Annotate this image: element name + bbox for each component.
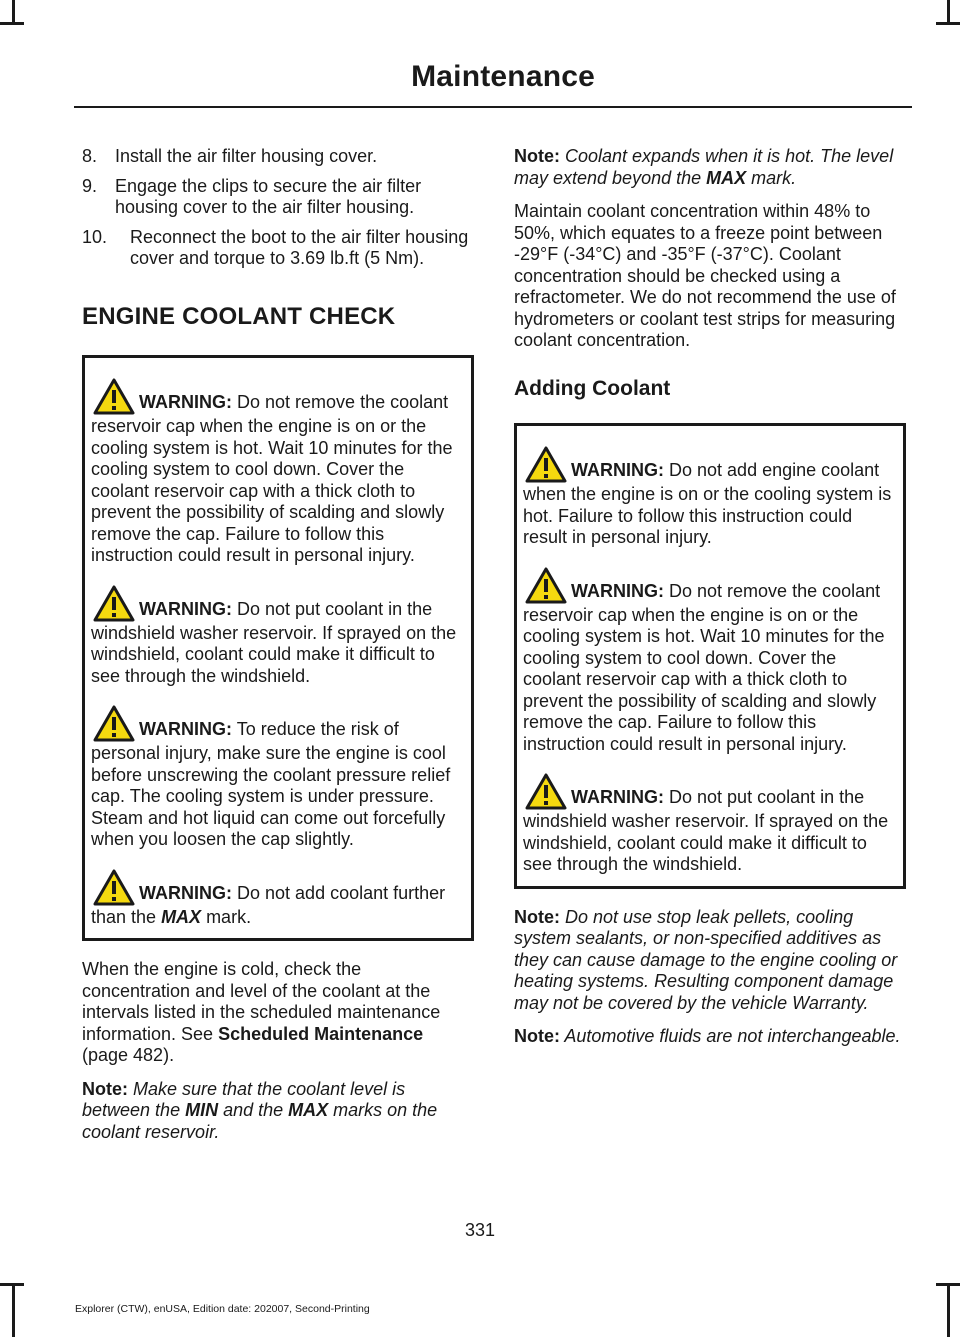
note-text: marks on the coolant reservoir. xyxy=(82,1100,438,1142)
scheduled-maintenance-link[interactable]: Scheduled Maintenance xyxy=(218,1023,424,1044)
warning-text: Do not add engine coolant when the engine is on or the cooling system is hot. Failure to follow this instruction could result in personal injury. xyxy=(523,460,892,547)
warning-label: WARNING: xyxy=(139,719,232,739)
note xyxy=(514,146,906,189)
step-text: Engage the clips to secure the air filter housing cover to the air filter housing. xyxy=(115,175,422,217)
note-text: mark. xyxy=(746,167,797,188)
warning-box xyxy=(82,355,474,941)
page-number: 331 xyxy=(464,1220,496,1240)
warning-label: WARNING: xyxy=(571,787,664,807)
section-heading: ENGINE COOLANT CHECK xyxy=(82,302,396,330)
note xyxy=(514,1026,906,1048)
warning-item xyxy=(91,585,463,688)
warning-text: Do not remove the coolant reservoir cap when the engine is on or the cooling system is hot. Wait 10 minutes for the cooling system to cool down. Cover the coolant reservoir cap with a thick cloth to prevent the possibility of scalding and slowly remove the cap. Failure to follow this instruction could result in personal injury. xyxy=(523,580,885,754)
step-number: 8. xyxy=(82,146,98,166)
right-column xyxy=(514,146,906,1060)
crop-mark xyxy=(936,1283,960,1286)
step-text: Install the air filter housing cover. xyxy=(115,146,378,166)
warning-item xyxy=(523,773,895,876)
step-item xyxy=(82,227,474,270)
warning-text: Do not remove the coolant reservoir cap when the engine is on or the cooling system is hot. Wait 10 minutes for the cooling system to cool down. Cover the coolant reservoir cap with a thick cloth to prevent the possibility of scalding and slowly remove the cap. Failure to follow this instruction could result in personal injury. xyxy=(91,392,453,565)
crop-mark xyxy=(936,22,960,25)
step-item xyxy=(82,176,474,219)
warning-label: WARNING: xyxy=(139,392,232,412)
warning-triangle-icon xyxy=(93,869,135,907)
section-title: Maintenance xyxy=(411,60,595,93)
left-column xyxy=(82,146,474,1155)
step-number: 9. xyxy=(82,175,98,196)
header-divider xyxy=(74,106,912,108)
warning-triangle-icon xyxy=(93,585,135,623)
note-label: Note: xyxy=(82,1078,128,1099)
warning-item xyxy=(91,378,463,567)
max-mark: MAX xyxy=(706,167,747,188)
crop-mark xyxy=(0,22,24,25)
note-text: Do not use stop leak pellets, cooling system sealants, or non-specified additives as they can cause damage to the engine cooling or heating systems. Resulting component damage may not be covered by the vehicle Warranty. xyxy=(514,906,898,1013)
min-mark: MIN xyxy=(185,1100,219,1120)
page-reference: (page 482). xyxy=(82,1045,175,1065)
note-label: Note: xyxy=(514,906,560,927)
warning-label: WARNING: xyxy=(139,598,232,619)
warning-text: Do not add coolant further than the xyxy=(91,882,446,927)
note xyxy=(514,907,906,1015)
warning-item xyxy=(523,446,895,549)
warning-item xyxy=(523,567,895,756)
max-mark: MAX xyxy=(288,1100,329,1120)
crop-mark xyxy=(12,1283,15,1337)
warning-label: WARNING: xyxy=(571,460,664,480)
warning-text: Do not put coolant in the windshield washer reservoir. If sprayed on the windshield, coolant could make it difficult to see through the windshield. xyxy=(91,598,457,686)
max-mark: MAX xyxy=(161,906,202,927)
concentration-paragraph: Maintain coolant concentration within 48% to 50%, which equates to a freeze point between -29°F (-34°C) and -35°F (-37°C). Coolant concentration should be checked using a refractometer. We do not recommend the use of hydrometers or coolant test strips for measuring coolant concentration. xyxy=(514,201,896,350)
note-label: Note: xyxy=(514,146,560,166)
warning-label: WARNING: xyxy=(139,882,232,903)
warning-text: Do not put coolant in the windshield washer reservoir. If sprayed on the windshield, coolant could make it difficult to see through the windshield. xyxy=(523,787,889,874)
adding-coolant-heading: Adding Coolant xyxy=(514,376,671,400)
step-text: Reconnect the boot to the air filter housing cover and torque to 3.69 lb.ft (5 Nm). xyxy=(130,226,469,268)
crop-mark xyxy=(947,0,950,22)
warning-text: To reduce the risk of personal injury, make sure the engine is cool before unscrewing the coolant pressure relief cap. The cooling system is under pressure. Steam and hot liquid can come out forcefully when you loosen the cap slightly. xyxy=(91,719,451,849)
step-number: 10. xyxy=(82,226,108,247)
paragraph-text: When the engine is cold, check the concentration and level of the coolant at the intervals listed in the scheduled maintenance information. See xyxy=(82,959,441,1044)
note-label: Note: xyxy=(514,1026,560,1046)
warning-triangle-icon xyxy=(525,773,567,811)
warning-text: mark. xyxy=(201,906,252,927)
warning-box xyxy=(514,423,906,889)
note-text: Coolant expands when it is hot. The level may extend beyond the xyxy=(514,146,894,188)
step-item xyxy=(82,146,474,168)
warning-label: WARNING: xyxy=(571,580,664,601)
crop-mark xyxy=(0,1283,24,1286)
coolant-check-paragraph xyxy=(82,959,474,1067)
note-text: Make sure that the coolant level is between the xyxy=(82,1078,406,1120)
note-text: and the xyxy=(218,1100,289,1120)
note xyxy=(82,1079,474,1144)
warning-triangle-icon xyxy=(525,567,567,605)
warning-item xyxy=(91,705,463,851)
crop-mark xyxy=(12,0,15,22)
warning-triangle-icon xyxy=(525,446,567,484)
footer-edition-info: Explorer (CTW), enUSA, Edition date: 202007, Second-Printing xyxy=(75,1303,370,1315)
crop-mark xyxy=(947,1283,950,1337)
note-text: Automotive fluids are not interchangeable. xyxy=(560,1026,901,1046)
warning-triangle-icon xyxy=(93,378,135,416)
warning-item xyxy=(91,869,463,929)
warning-triangle-icon xyxy=(93,705,135,743)
